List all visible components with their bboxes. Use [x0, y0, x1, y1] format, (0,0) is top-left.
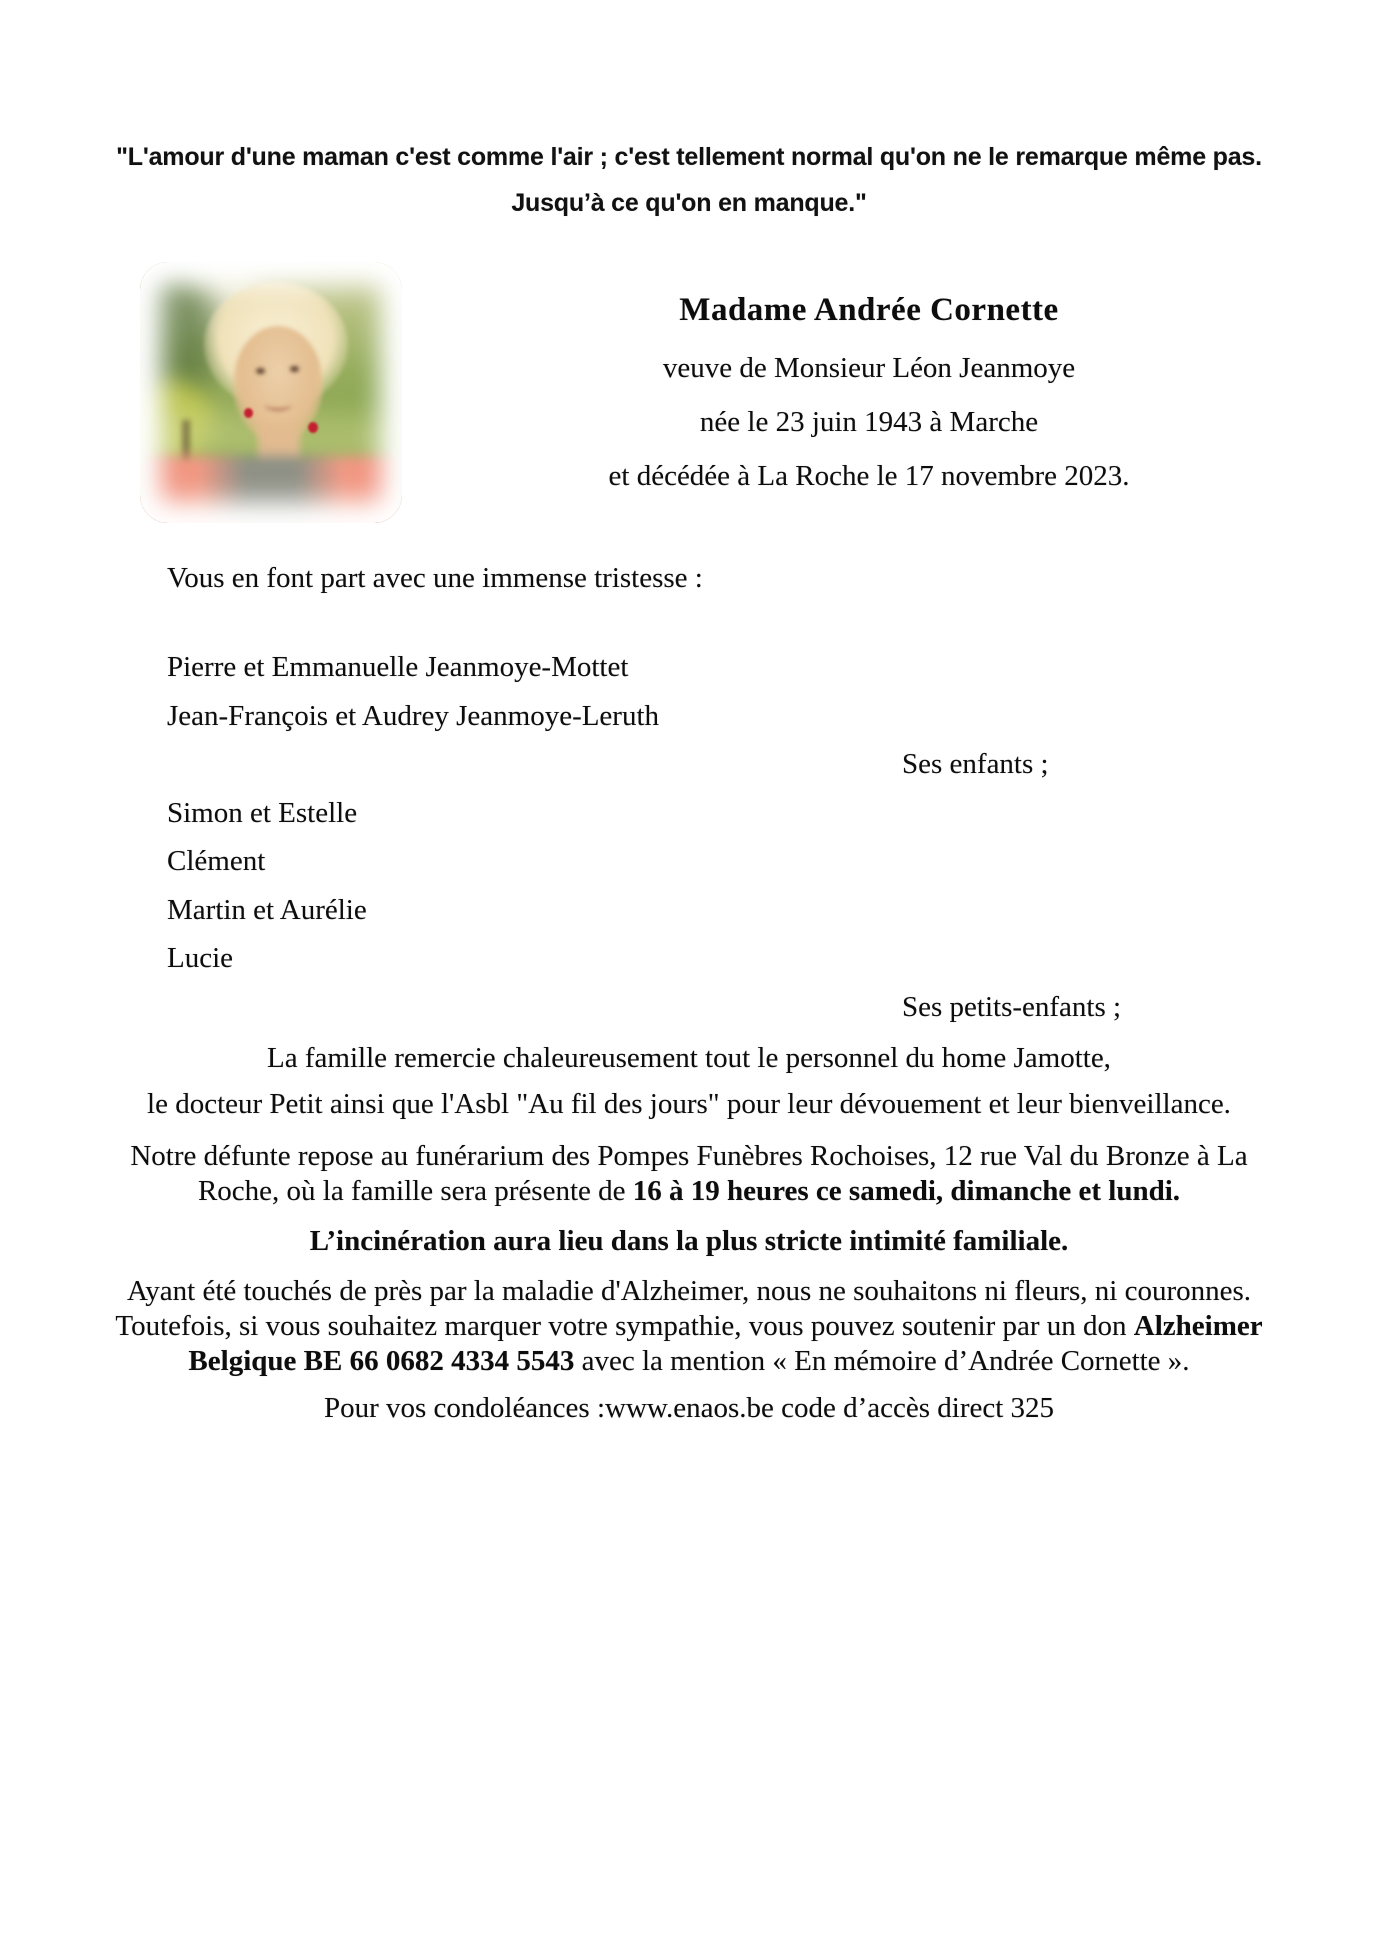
funeral-home-line-2 — [40, 1174, 1338, 1209]
photo-neck — [258, 428, 300, 466]
funeral-home-line-1: Notre défunte repose au funérarium des Pompes Funèbres Rochoises, 12 rue Val du Bronze à La — [130, 1140, 1248, 1172]
photo-tree-blur — [140, 262, 220, 422]
opening-quote — [0, 134, 1378, 226]
quote-line-1: "L'amour d'une maman c'est comme l'air ; c'est tellement normal qu'on ne le remarque même pas. — [116, 143, 1262, 171]
photo-left-eye — [256, 368, 265, 374]
photo-smile — [264, 398, 292, 411]
donation-text: Toutefois, si vous souhaitez marquer votre sympathie, vous pouvez soutenir par un don — [115, 1310, 1134, 1342]
children-label: Ses enfants ; — [902, 748, 1049, 780]
photo-sky-highlight — [140, 262, 260, 332]
photo-face — [233, 326, 323, 442]
photo-bush-blur — [140, 380, 214, 460]
quote-line-2: Jusqu’à ce qu'on en manque." — [511, 189, 867, 217]
donation-line-2 — [40, 1309, 1338, 1344]
deceased-birth-line: née le 23 juin 1943 à Marche — [699, 406, 1039, 438]
photo-shoulders-clothing — [142, 456, 400, 523]
photo-left-earring — [244, 408, 253, 418]
donation-line-3 — [40, 1344, 1338, 1379]
funeral-presence-hours: 16 à 19 heures ce samedi, dimanche et lundi. — [632, 1175, 1181, 1207]
deceased-identity-block — [402, 288, 1336, 503]
funeral-presence-text: Roche, où la famille sera présente de — [197, 1175, 633, 1207]
grandchild-name-2: Clément — [167, 845, 266, 877]
deceased-name: Madame Andrée Cornette — [679, 292, 1059, 328]
thanks-line-2: le docteur Petit ainsi que l'Asbl "Au fil des jours" pour leur dévouement et leur bienveillance. — [147, 1088, 1231, 1120]
photo-hair — [204, 282, 348, 408]
cremation-notice: L’incinération aura lieu dans la plus stricte intimité familiale. — [309, 1225, 1069, 1257]
grandchild-name-3: Martin et Aurélie — [167, 893, 367, 926]
grandchildren-label: Ses petits-enfants ; — [902, 990, 1122, 1023]
child-name-1: Pierre et Emmanuelle Jeanmoye-Mottet — [167, 651, 629, 683]
child-name-2: Jean-François et Audrey Jeanmoye-Leruth — [167, 699, 660, 732]
grandchild-name-4: Lucie — [167, 942, 234, 974]
family-list — [167, 643, 1318, 1031]
thanks-line-1: La famille remercie chaleureusement tout le personnel du home Jamotte, — [267, 1042, 1111, 1074]
donation-line-1: Ayant été touchés de près par la maladie d'Alzheimer, nous ne souhaitons ni fleurs, ni couronnes. — [126, 1275, 1252, 1307]
announcement-intro: Vous en font part avec une immense tristesse : — [167, 562, 703, 594]
deceased-death-line: et décédée à La Roche le 17 novembre 2023. — [608, 460, 1130, 492]
photo-background — [140, 262, 402, 523]
donation-org-bold: Alzheimer — [1133, 1310, 1263, 1342]
photo-tree-trunk — [182, 420, 190, 464]
photo-grass-band — [140, 412, 402, 464]
donation-account-bold: Belgique BE 66 0682 4334 5543 — [188, 1345, 575, 1377]
donation-mention-text: avec la mention « En mémoire d’Andrée Cornette ». — [574, 1345, 1190, 1377]
photo-right-earring — [308, 422, 318, 433]
photo-right-eye — [290, 366, 299, 372]
grandchild-name-1: Simon et Estelle — [167, 796, 358, 829]
deceased-widow-line: veuve de Monsieur Léon Jeanmoye — [662, 352, 1076, 384]
condolences-line: Pour vos condoléances :www.enaos.be code d’accès direct 325 — [323, 1392, 1055, 1424]
portrait-photo — [140, 262, 402, 523]
